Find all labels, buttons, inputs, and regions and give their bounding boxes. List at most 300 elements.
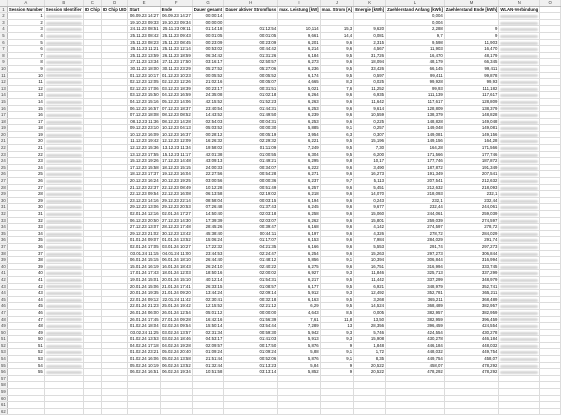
table-cell[interactable]: 6,239 [278, 112, 320, 119]
redacted-cell[interactable] [44, 105, 83, 112]
table-cell[interactable]: 291,74 [444, 237, 499, 244]
table-cell[interactable]: 26 [7, 178, 44, 185]
table-cell[interactable]: 17.01.24 17:43 [129, 270, 159, 276]
table-cell[interactable]: 9,6 [320, 224, 354, 231]
table-cell[interactable]: 17:22:32 [192, 243, 224, 250]
redacted-cell[interactable] [44, 250, 83, 257]
table-cell[interactable]: 26.01.24 17:45 [129, 316, 159, 322]
table-cell[interactable]: 458,07 [386, 362, 445, 369]
table-cell[interactable] [101, 296, 128, 303]
table-cell[interactable]: 05.02.24 20:40 [162, 349, 191, 355]
table-cell[interactable]: 00:54:28 [224, 171, 278, 178]
table-cell[interactable]: 244,061 [444, 204, 499, 211]
table-cell[interactable]: 12.12.23 15:36 [129, 145, 159, 151]
redacted-cell[interactable] [44, 369, 83, 376]
table-cell[interactable]: 40:12:14 [192, 276, 224, 283]
table-cell[interactable] [540, 158, 561, 165]
table-cell[interactable]: 01.01.24 09:07 [129, 237, 159, 243]
table-cell[interactable]: 14,524 [354, 303, 386, 310]
table-cell[interactable] [386, 389, 445, 396]
table-cell[interactable]: 0,025 [354, 79, 386, 86]
table-cell[interactable]: 4,643 [278, 309, 320, 316]
table-cell[interactable]: 20.01.24 19:35 [129, 290, 159, 296]
row-number[interactable]: 15 [1, 98, 6, 104]
table-cell[interactable] [540, 349, 561, 356]
table-cell[interactable]: 0,257 [354, 125, 386, 132]
table-cell[interactable]: 03.12.23 18:39 [162, 85, 191, 91]
table-cell[interactable]: 01:49:50 [224, 112, 278, 119]
table-cell[interactable] [7, 375, 44, 382]
redacted-cell[interactable] [44, 85, 83, 92]
table-cell[interactable]: 26:33:15 [192, 283, 224, 290]
table-cell[interactable]: 19 [7, 131, 44, 138]
table-cell[interactable] [540, 217, 561, 224]
table-cell[interactable] [278, 408, 320, 415]
table-cell[interactable] [101, 191, 128, 198]
row-number[interactable]: 4 [0, 26, 7, 33]
table-cell[interactable] [101, 26, 128, 33]
table-cell[interactable]: 04:21:35 [224, 243, 278, 250]
redacted-cell[interactable] [44, 336, 83, 343]
table-cell[interactable]: 3,268 [354, 296, 386, 303]
table-cell[interactable] [83, 98, 101, 105]
table-cell[interactable] [7, 389, 44, 396]
row-number[interactable]: 8 [0, 52, 7, 59]
redacted-cell[interactable] [44, 79, 83, 86]
table-cell[interactable]: 6,258 [278, 211, 320, 218]
table-cell[interactable]: 25.01.24 19:42 [162, 303, 191, 309]
row-number[interactable]: 22 [1, 145, 6, 151]
table-cell[interactable] [83, 52, 101, 59]
table-cell[interactable] [224, 395, 278, 402]
table-cell[interactable]: 9,6 [320, 46, 354, 53]
table-cell[interactable] [83, 257, 101, 264]
table-cell[interactable] [83, 184, 101, 191]
table-cell[interactable]: 26.01.24 06:00 [129, 309, 159, 315]
table-cell[interactable]: 11 [7, 79, 44, 86]
table-cell[interactable] [7, 395, 44, 402]
table-cell[interactable] [83, 32, 101, 39]
table-cell[interactable]: 232,44 [386, 204, 445, 211]
redacted-cell[interactable] [44, 19, 83, 26]
redacted-cell[interactable] [44, 13, 83, 20]
table-cell[interactable]: 10:51:58 [192, 369, 224, 376]
table-cell[interactable]: 41 [7, 276, 44, 283]
table-cell[interactable]: 07:26:48 [192, 204, 224, 211]
table-cell[interactable] [192, 402, 224, 409]
table-cell[interactable]: 5 [7, 39, 44, 46]
row-number[interactable]: 54 [1, 356, 6, 362]
table-cell[interactable]: 01.12.23 10:23 [162, 72, 191, 78]
table-cell[interactable] [540, 72, 561, 79]
table-cell[interactable] [128, 382, 160, 389]
row-number[interactable]: 17 [1, 112, 6, 118]
table-cell[interactable]: 03:54:44 [224, 323, 278, 330]
table-cell[interactable]: 02.12.23 12:26 [162, 79, 191, 85]
table-cell[interactable]: 01.01.24 13:52 [162, 237, 191, 243]
table-cell[interactable] [224, 19, 278, 26]
row-number[interactable]: 51 [1, 336, 6, 342]
table-cell[interactable]: 232,1 [386, 197, 445, 204]
table-cell[interactable]: 6,197 [278, 230, 320, 237]
table-cell[interactable]: 5,553 [354, 243, 386, 250]
table-cell[interactable]: 02:29:32 [224, 138, 278, 145]
table-cell[interactable]: 08.12.23 11:36 [128, 118, 160, 125]
table-cell[interactable] [540, 39, 561, 46]
table-cell[interactable]: 0,005 [354, 309, 386, 316]
table-cell[interactable]: 02:09:57 [192, 342, 224, 349]
table-cell[interactable]: 316,994 [444, 257, 499, 264]
table-cell[interactable] [83, 178, 101, 185]
table-cell[interactable]: 2 [7, 19, 44, 26]
table-cell[interactable] [101, 243, 128, 250]
table-cell[interactable]: 04.02.24 19:28 [162, 342, 191, 348]
table-cell[interactable]: 06.01.24 18:10 [162, 257, 191, 263]
row-number[interactable]: 57 [1, 375, 6, 381]
table-cell[interactable]: 9,6 [320, 171, 354, 178]
table-cell[interactable]: 02:24:47 [224, 250, 278, 257]
table-cell[interactable] [83, 138, 101, 145]
table-cell[interactable]: 5,912 [278, 290, 320, 297]
table-cell[interactable] [278, 402, 320, 409]
table-cell[interactable] [44, 408, 83, 415]
table-cell[interactable] [320, 395, 354, 402]
table-cell[interactable]: 01:14:18 [192, 26, 224, 33]
redacted-cell[interactable] [499, 211, 540, 218]
table-cell[interactable] [83, 356, 101, 363]
table-cell[interactable]: 6,236 [278, 65, 320, 72]
redacted-cell[interactable] [44, 184, 83, 191]
table-cell[interactable] [83, 316, 101, 323]
table-cell[interactable]: 8,35 [354, 356, 386, 363]
table-cell[interactable] [101, 98, 128, 105]
table-cell[interactable]: 54 [7, 362, 44, 369]
table-cell[interactable]: 218,093 [386, 191, 445, 198]
table-cell[interactable] [83, 164, 101, 171]
table-cell[interactable]: 30.11.23 18:00 [128, 65, 160, 72]
table-cell[interactable] [354, 395, 386, 402]
table-cell[interactable] [540, 112, 561, 119]
table-cell[interactable]: 50 [7, 336, 44, 343]
table-cell[interactable] [83, 85, 101, 92]
table-cell[interactable]: 352,741 [444, 283, 499, 290]
table-cell[interactable]: 149,081 [386, 131, 445, 138]
table-cell[interactable]: 02:03:07 [224, 217, 278, 224]
table-cell[interactable]: 446,184 [386, 342, 445, 349]
table-cell[interactable]: 19:58:02 [192, 145, 224, 152]
row-number[interactable]: 46 [1, 303, 6, 309]
table-cell[interactable]: 149,048 [444, 118, 499, 125]
table-cell[interactable]: 30 [7, 204, 44, 211]
table-cell[interactable] [540, 191, 561, 198]
table-cell[interactable] [83, 263, 101, 270]
table-cell[interactable]: 9,6 [320, 243, 354, 250]
redacted-cell[interactable] [44, 356, 83, 363]
table-cell[interactable]: 9 [320, 369, 354, 376]
column-header[interactable]: N [499, 0, 540, 6]
table-cell[interactable]: 232,44 [444, 197, 499, 204]
table-cell[interactable]: 06.02.24 13:52 [162, 362, 191, 368]
table-cell[interactable] [540, 224, 561, 231]
table-cell[interactable] [83, 72, 101, 79]
table-cell[interactable] [499, 382, 540, 389]
row-number[interactable]: 37 [1, 243, 6, 249]
table-cell[interactable] [192, 375, 224, 382]
redacted-cell[interactable] [44, 72, 83, 79]
table-cell[interactable] [499, 408, 540, 415]
redacted-cell[interactable] [499, 145, 540, 152]
redacted-cell[interactable] [499, 237, 540, 244]
table-cell[interactable]: 45 [7, 303, 44, 310]
table-cell[interactable] [540, 336, 561, 343]
column-header[interactable]: J [320, 0, 354, 6]
table-cell[interactable]: 02:19:02 [224, 191, 278, 198]
redacted-cell[interactable] [44, 329, 83, 336]
table-cell[interactable] [83, 389, 101, 396]
table-cell[interactable]: 9,6 [320, 263, 354, 270]
table-cell[interactable]: 7,30 [354, 145, 386, 152]
table-cell[interactable]: 9,6 [320, 39, 354, 46]
table-cell[interactable]: 14,4 [320, 32, 354, 39]
table-cell[interactable]: 5,021 [278, 85, 320, 92]
row-number[interactable]: 62 [1, 408, 6, 414]
table-cell[interactable]: 149,048 [386, 125, 445, 132]
table-cell[interactable]: 117,617 [444, 92, 499, 99]
table-cell[interactable] [386, 402, 445, 409]
table-cell[interactable]: 03.01.24 10:27 [162, 243, 191, 249]
table-cell[interactable]: 06.02.24 19:34 [162, 369, 191, 375]
row-number[interactable]: 3 [0, 19, 7, 26]
table-cell[interactable]: 25.11.23 08:23 [128, 39, 160, 46]
table-cell[interactable]: 19.12.23 16:04 [162, 171, 191, 177]
table-cell[interactable]: 6,253 [278, 105, 320, 112]
table-cell[interactable] [224, 389, 278, 396]
table-cell[interactable]: 12.12.23 12:09 [162, 138, 191, 144]
table-cell[interactable]: 9,6 [320, 98, 354, 105]
table-cell[interactable]: 36 [7, 243, 44, 250]
table-cell[interactable] [83, 336, 101, 343]
table-cell[interactable] [101, 158, 128, 165]
table-cell[interactable]: 4,665 [278, 79, 320, 86]
table-cell[interactable] [83, 369, 101, 376]
table-cell[interactable]: 6,295 [278, 158, 320, 165]
row-number[interactable]: 2 [0, 13, 7, 20]
table-cell[interactable] [320, 13, 354, 20]
table-cell[interactable]: 396,459 [386, 323, 445, 330]
table-cell[interactable]: 01:52:23 [224, 98, 278, 105]
table-cell[interactable]: 02:00:02 [224, 270, 278, 277]
table-cell[interactable]: 00:03:15 [224, 197, 278, 204]
redacted-cell[interactable] [44, 204, 83, 211]
table-cell[interactable]: 22.12.23 08:49 [162, 184, 191, 190]
table-cell[interactable] [278, 389, 320, 396]
table-cell[interactable]: 06.09.23 14:27 [129, 13, 159, 19]
table-cell[interactable]: 207,541 [444, 171, 499, 178]
table-cell[interactable]: 396,459 [444, 316, 499, 323]
table-cell[interactable] [354, 408, 386, 415]
row-number[interactable]: 7 [0, 46, 7, 53]
table-cell[interactable]: 02:09:14 [224, 290, 278, 297]
table-cell[interactable] [101, 178, 128, 185]
table-cell[interactable]: 27.11.23 13:34 [128, 59, 160, 66]
table-cell[interactable]: 259,039 [386, 217, 445, 224]
table-cell[interactable] [540, 309, 561, 316]
column-header[interactable]: O [540, 0, 561, 6]
table-cell[interactable] [499, 395, 540, 402]
table-cell[interactable]: 99,93 [444, 79, 499, 86]
table-cell[interactable]: 43:09:13 [192, 158, 224, 165]
table-cell[interactable]: 6,29 [278, 303, 320, 310]
table-cell[interactable]: 9,6 [320, 184, 354, 191]
table-cell[interactable]: 424,554 [444, 323, 499, 330]
table-cell[interactable]: 6,200 [354, 151, 386, 158]
table-cell[interactable]: 24:00:33 [192, 164, 224, 171]
table-cell[interactable]: 6,201 [278, 39, 320, 46]
table-cell[interactable]: 00:04:31 [224, 118, 278, 125]
table-cell[interactable]: 448,032 [386, 349, 445, 356]
table-cell[interactable]: 25.11.23 11:21 [128, 46, 160, 53]
table-cell[interactable] [192, 395, 224, 402]
table-cell[interactable]: 47 [7, 316, 44, 323]
table-cell[interactable]: 9,6 [320, 204, 354, 211]
table-cell[interactable]: 278,72 [386, 230, 445, 237]
table-cell[interactable] [101, 125, 128, 132]
table-cell[interactable] [160, 375, 192, 382]
table-cell[interactable] [540, 151, 561, 158]
table-cell[interactable]: 05:27:52 [192, 65, 224, 72]
row-number[interactable]: 48 [1, 316, 6, 322]
table-cell[interactable]: 16:26:32 [192, 138, 224, 145]
redacted-cell[interactable] [499, 39, 540, 46]
table-cell[interactable] [83, 224, 101, 231]
table-cell[interactable]: 291,74 [386, 243, 445, 250]
table-cell[interactable] [101, 19, 128, 26]
table-cell[interactable] [444, 395, 499, 402]
row-number[interactable]: 49 [1, 323, 6, 329]
table-cell[interactable]: 177,746 [386, 158, 445, 165]
table-cell[interactable]: 365,211 [444, 290, 499, 297]
table-cell[interactable] [83, 290, 101, 297]
table-cell[interactable]: 02:40:22 [224, 263, 278, 270]
table-cell[interactable]: 368,489 [386, 303, 445, 310]
table-cell[interactable]: 424,554 [386, 329, 445, 336]
redacted-cell[interactable] [44, 118, 83, 125]
table-cell[interactable]: 4,142 [354, 224, 386, 231]
table-cell[interactable]: 148,828 [386, 118, 445, 125]
table-cell[interactable] [101, 145, 128, 152]
table-cell[interactable]: 171,566 [444, 145, 499, 152]
table-cell[interactable]: 02:21:12 [224, 303, 278, 310]
table-cell[interactable] [540, 6, 561, 13]
table-cell[interactable]: 09.12.23 23:10 [129, 125, 159, 131]
table-cell[interactable] [160, 382, 192, 389]
table-cell[interactable]: 22 [7, 151, 44, 158]
table-cell[interactable] [278, 19, 320, 26]
table-cell[interactable]: 23:44:53 [192, 250, 224, 257]
table-cell[interactable]: 00:51:49 [224, 184, 278, 191]
table-cell[interactable]: Session Number [8, 6, 43, 12]
table-cell[interactable]: 11,642 [354, 98, 386, 105]
row-number[interactable]: 18 [1, 118, 6, 124]
table-cell[interactable]: 0,004 [386, 13, 445, 20]
table-cell[interactable] [101, 309, 128, 316]
table-cell[interactable]: Zaehlerstand Ende [kWh] [445, 6, 498, 12]
table-cell[interactable]: 18.12.23 15:15 [162, 164, 191, 170]
table-cell[interactable]: 149,081 [444, 125, 499, 132]
table-cell[interactable] [540, 59, 561, 66]
table-cell[interactable]: Ende [160, 6, 192, 13]
table-cell[interactable]: WLAN-Verbindung [500, 6, 539, 12]
table-cell[interactable]: 148,828 [444, 112, 499, 119]
table-cell[interactable]: 18.01.24 12:03 [162, 270, 191, 276]
table-cell[interactable] [83, 92, 101, 99]
table-cell[interactable] [83, 408, 101, 415]
table-cell[interactable]: 31 [7, 211, 44, 218]
table-cell[interactable]: 368,489 [444, 296, 499, 303]
table-cell[interactable]: 21:51:44 [192, 356, 224, 363]
table-cell[interactable] [101, 402, 128, 409]
table-cell[interactable]: 6,214 [278, 46, 320, 53]
table-cell[interactable]: 9,5 [320, 52, 354, 59]
redacted-cell[interactable] [44, 125, 83, 132]
table-cell[interactable]: 25.11.23 13:59 [128, 52, 160, 59]
table-cell[interactable]: 25.11.23 12:14 [160, 46, 192, 53]
table-cell[interactable] [101, 46, 128, 53]
table-cell[interactable]: 30.11.23 23:29 [160, 65, 192, 72]
table-cell[interactable] [278, 395, 320, 402]
table-cell[interactable]: 27.01.24 09:28 [162, 316, 191, 322]
table-cell[interactable]: 48,179 [444, 52, 499, 59]
table-cell[interactable]: 138,379 [444, 105, 499, 112]
table-cell[interactable]: 9,5 [320, 151, 354, 158]
table-cell[interactable]: 207,541 [386, 178, 445, 185]
row-number[interactable]: 28 [1, 184, 6, 190]
table-cell[interactable]: 00:05:19 [224, 131, 278, 138]
column-header[interactable]: H [224, 0, 278, 6]
table-cell[interactable] [444, 382, 499, 389]
table-cell[interactable]: 21.01.24 17:41 [162, 283, 191, 289]
redacted-cell[interactable] [499, 362, 540, 369]
table-cell[interactable] [320, 19, 354, 26]
table-cell[interactable]: 6,304 [278, 151, 320, 158]
redacted-cell[interactable] [44, 342, 83, 349]
redacted-cell[interactable] [499, 197, 540, 204]
table-cell[interactable]: 28:45:26 [192, 224, 224, 231]
table-cell[interactable]: 01:02:18 [224, 92, 278, 99]
table-cell[interactable] [83, 211, 101, 218]
table-cell[interactable] [101, 131, 128, 138]
table-cell[interactable]: 00:23:09 [224, 39, 278, 46]
table-cell[interactable]: 5,113 [354, 178, 386, 185]
table-cell[interactable]: 00:00:36 [224, 178, 278, 185]
table-cell[interactable]: 15:06:24 [192, 237, 224, 244]
table-cell[interactable] [540, 382, 561, 389]
table-cell[interactable]: 478,292 [444, 369, 499, 376]
redacted-cell[interactable] [499, 309, 540, 316]
table-cell[interactable]: 01:32:44 [192, 362, 224, 369]
table-cell[interactable]: 25.11.23 09:43 [160, 32, 192, 39]
table-cell[interactable] [101, 217, 128, 224]
table-cell[interactable] [540, 19, 561, 26]
table-cell[interactable]: 05.12.23 14:06 [162, 98, 191, 104]
table-cell[interactable]: 306,844 [444, 250, 499, 257]
table-cell[interactable] [83, 250, 101, 257]
table-cell[interactable]: 6,254 [278, 250, 320, 257]
table-cell[interactable]: 5,451 [354, 184, 386, 191]
table-cell[interactable] [499, 402, 540, 409]
table-cell[interactable] [278, 13, 320, 20]
table-cell[interactable]: 16:42:16 [192, 316, 224, 323]
